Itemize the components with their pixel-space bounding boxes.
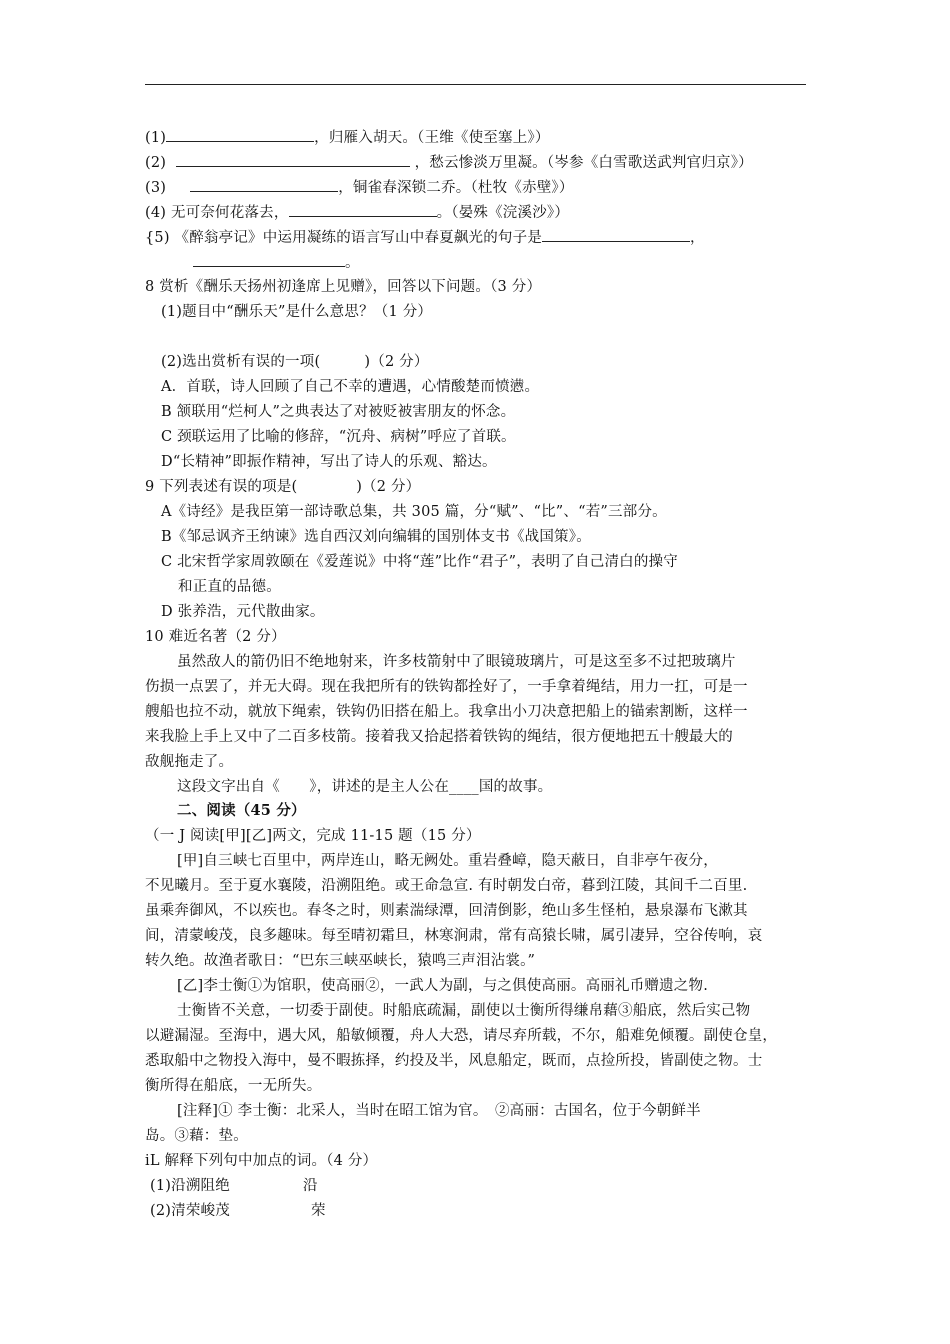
section-2-heading: 二、阅读（45 分）: [177, 802, 306, 819]
q9-title: 9 下列表述有误的项是( )（2 分）: [145, 479, 421, 495]
answer-blank[interactable]: [289, 202, 437, 217]
annotation-line: 岛。③藉：垫。: [145, 1128, 248, 1144]
q8-option-c: C 颈联运用了比喻的修辞，“沉舟、病树”呼应了首联。: [161, 429, 516, 445]
answer-blank[interactable]: [166, 127, 314, 142]
text-jia-line: 间，清蒙峻茂，良多趣味。每至晴初霜旦，林寒涧肃，常有高猿长啸，属引凄异，空谷传响，哀: [145, 928, 763, 944]
header-rule: [145, 84, 806, 85]
text-yi-line: 衡所得在船底，一无所失。: [145, 1078, 322, 1094]
q11-word-1: (1)沿溯阻绝: [150, 1178, 230, 1194]
q8-option-d: D“长精神”即振作精神，写出了诗人的乐观、豁达。: [161, 454, 497, 470]
answer-blank[interactable]: [542, 227, 690, 242]
text-yi-line: 悉取船中之物投入海中，曼不暇拣择，约投及半，风息船定，既而，点捡所投，皆副使之物。士: [145, 1053, 763, 1069]
fill-line-2: (2) ，愁云惨淡万里凝。（岑参《白雪歌送武判官归京》）: [145, 152, 753, 173]
q11-word-1-char: 沿: [303, 1178, 318, 1194]
text-jia-line: 不见曦月。至于夏水襄陵，沿溯阻绝。或王命急宣. 有时朝发白帝，暮到江陵，其间千二百里.: [145, 878, 748, 894]
answer-blank[interactable]: [176, 152, 410, 167]
q9-option-b: B《邹忌讽齐王纳谏》选自西汉刘向编辑的国别体支书《战国策》。: [161, 529, 591, 545]
q8-title: 8 赏析《酬乐天扬州初逢席上见赠》，回答以下问题。（3 分）: [145, 279, 542, 295]
q8-option-a: A．首联，诗人回顾了自己不幸的遭遇，心情酸楚而愤懑。: [161, 379, 540, 395]
text-jia-line: [甲]自三峡七百里中，两岸连山，略无阙处。重岩叠嶂，隐天蔽日，自非亭午夜分，: [177, 853, 718, 869]
q8-sub1: (1)题目中“酬乐天”是什么意思？（1 分）: [161, 304, 433, 320]
q11-word-2-char: 荣: [311, 1203, 326, 1219]
q10-passage-line: 敌舰拖走了。: [145, 754, 234, 770]
q10-passage-line: 虽然敌人的箭仍旧不绝地射来，许多枝箭射中了眼镜玻璃片，可是这至多不过把玻璃片: [177, 654, 736, 670]
annotation-line: [注释]① 李士衡：北采人，当时在昭工馆为官。 ②高丽：古国名，位于今朝鲜半: [177, 1103, 701, 1119]
q10-passage-line: 艘船也拉不动，就放下绳索，铁钩仍旧搭在船上。我拿出小刀决意把船上的锚索割断，这样一: [145, 704, 748, 720]
q10-passage-line: 来我脸上手上又中了二百多枝箭。接着我又拾起搭着铁钩的绳结，很方便地把五十艘最大的: [145, 729, 733, 745]
q9-option-a: A《诗经》是我臣第一部诗歌总集，共 305 篇，分“赋”、“比”、“若”三部分。: [161, 504, 667, 520]
q8-sub2: (2)选出赏析有误的一项( )（2 分）: [161, 354, 429, 370]
fill-line-3: (3) ，铜雀春深锁二乔。（杜牧《赤壁》）: [145, 177, 574, 198]
fill-line-5b: 。: [193, 252, 360, 273]
text-yi-line: 士衡皆不关意，一切委于副使。时船底疏漏，副使以士衡所得缣帛藉③船底，然后实己物: [177, 1003, 751, 1019]
q8-option-b: B 颔联用“烂柯人”之典表达了对被贬被害朋友的怀念。: [161, 404, 516, 420]
answer-blank[interactable]: [193, 252, 345, 267]
q11-title: iL 解释下列句中加点的词。（4 分）: [145, 1153, 378, 1169]
q9-option-c-cont: 和正直的品德。: [178, 579, 281, 595]
answer-blank[interactable]: [190, 177, 338, 192]
fill-line-4: (4) 无可奈何花落去， 。（晏殊《浣溪沙》）: [145, 202, 569, 223]
text-yi-line: 以避漏湿。至海中，遇大风，船敏倾覆，舟人大恐，请尽弃所载，不尔，船难免倾覆。副使仓皇，: [145, 1028, 778, 1044]
q9-option-d: D 张养浩，元代散曲家。: [161, 604, 325, 620]
text-jia-line: 虽乘奔御风，不以疾也。春冬之时，则素湍绿潭，回清倒影，绝山多生怪柏，悬泉瀑布飞漱其: [145, 903, 748, 919]
q11-word-2: (2)清荣峻茂: [150, 1203, 230, 1219]
q9-option-c: C 北宋哲学家周敦颐在《爱莲说》中将“莲”比作“君子”，表明了自己清白的操守: [161, 554, 678, 570]
text-jia-line: 转久绝。故渔者歌日：“巴东三峡巫峡长，猿鸣三声泪沾裳。”: [145, 953, 536, 969]
fill-line-1: (1) ，归雁入胡天。（王维《使至塞上》）: [145, 127, 550, 148]
fill-line-5: {5) 《醉翁亭记》中运用凝练的语言写山中春夏飙光的句子是 ，: [145, 227, 705, 248]
q10-title: 10 难近名著（2 分）: [145, 629, 286, 645]
section-2-intro: （一 J 阅读[甲][乙]两文，完成 11-15 题（15 分）: [145, 828, 481, 844]
q10-passage-line: 伤损一点罢了，并无大碍。现在我把所有的铁钩都拴好了，一手拿着绳结，用力一扛，可是一: [145, 679, 748, 695]
q10-question: 这段文字出自《 》，讲述的是主人公在____国的故事。: [177, 779, 553, 795]
text-yi-line: [乙]李士衡①为馆职，使高丽②，一武人为副，与之俱使高丽。高丽礼币赠遗之物.: [177, 978, 709, 994]
